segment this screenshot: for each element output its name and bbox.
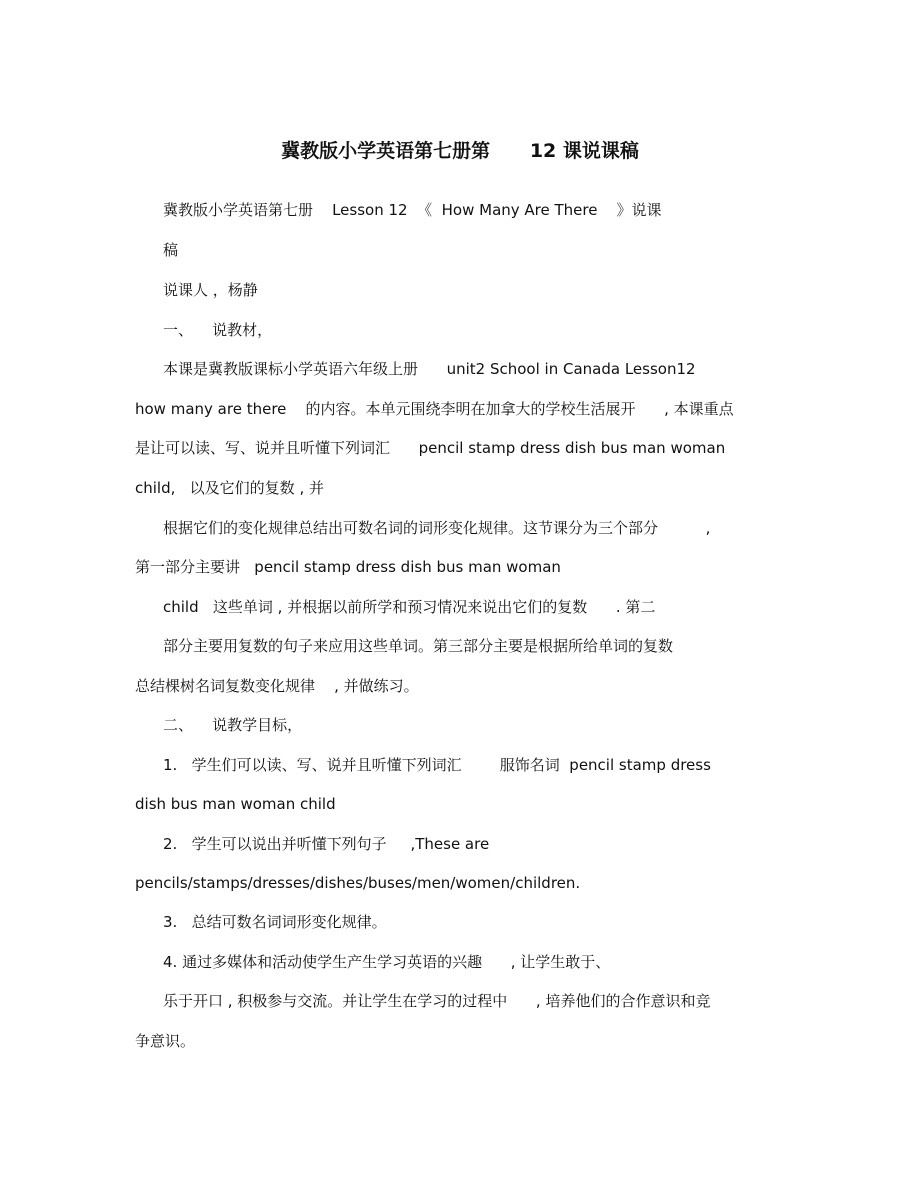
objective-item-1-cont: dish bus man woman child: [135, 795, 336, 813]
paragraph-line: 根据它们的变化规律总结出可数名词的词形变化规律。这节课分为三个部分 ,: [163, 519, 711, 537]
subtitle-line: 冀教版小学英语第七册 Lesson 12 《 How Many Are There 》说课: [163, 201, 662, 219]
objective-item-2-cont: pencils/stamps/dresses/dishes/buses/men/women/children.: [135, 874, 581, 892]
objective-item-4-cont: 乐于开口 , 积极参与交流。并让学生在学习的过程中 , 培养他们的合作意识和竞: [163, 992, 711, 1010]
presenter-line: 说课人 ，杨静: [163, 281, 258, 299]
section-heading-2: 二、 说教学目标，: [163, 716, 303, 734]
paragraph-line: 部分主要用复数的句子来应用这些单词。第三部分主要是根据所给单词的复数: [163, 637, 674, 655]
objective-item-3: 3. 总结可数名词词形变化规律。: [163, 913, 387, 931]
section-heading-1: 一、 说教材，: [163, 321, 273, 339]
paragraph-line: 总结棵树名词复数变化规律 , 并做练习。: [135, 677, 419, 695]
paragraph-line: child, 以及它们的复数 , 并: [135, 479, 324, 497]
paragraph-line: 第一部分主要讲 pencil stamp dress dish bus man woman: [135, 558, 561, 576]
paragraph-line: child 这些单词 , 并根据以前所学和预习情况来说出它们的复数 . 第二: [163, 598, 656, 616]
paragraph-line: 是让可以读、写、说并且听懂下列词汇 pencil stamp dress dish bus man woman: [135, 439, 726, 457]
document-title: 冀教版小学英语第七册第 12 课说课稿: [281, 140, 639, 162]
objective-item-4-end: 争意识。: [135, 1032, 196, 1050]
objective-item-4: 4. 通过多媒体和活动使学生产生学习英语的兴趣 , 让学生敢于、: [163, 953, 611, 971]
objective-item-2: 2. 学生可以说出并听懂下列句子 ,These are: [163, 835, 490, 853]
paragraph-line: how many are there 的内容。本单元围绕李明在加拿大的学校生活展开 , 本课重点: [135, 400, 734, 418]
subtitle-line-cont: 稿: [163, 241, 179, 259]
objective-item-1: 1. 学生们可以读、写、说并且听懂下列词汇 服饰名词 pencil stamp dress: [163, 756, 711, 774]
paragraph-line: 本课是冀教版课标小学英语六年级上册 unit2 School in Canada Lesson12: [163, 360, 696, 378]
